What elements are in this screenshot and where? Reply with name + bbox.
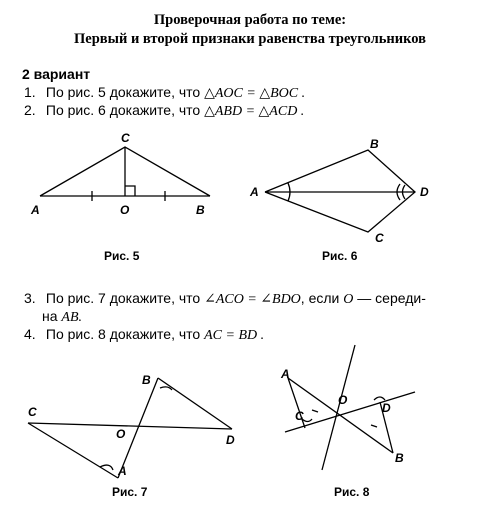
task-math: △AOC = △BOC . (204, 86, 306, 101)
task-math: AC = BD . (204, 328, 265, 343)
fig7-label-D: D (226, 433, 235, 447)
task-text: По рис. 7 докажите, что (45, 290, 201, 306)
figure-5 (40, 147, 210, 201)
task-text-4: на (42, 308, 58, 324)
fig7-label-A: A (118, 464, 127, 478)
page-title-line-1: Проверочная работа по теме: (153, 12, 347, 28)
task-number: 2. (24, 102, 36, 118)
fig7-label-C: C (28, 405, 37, 419)
task-number: 1. (24, 84, 36, 100)
fig5-label-B: B (196, 203, 205, 217)
fig7-line-CD (28, 423, 232, 429)
fig7-angle-arc-B (160, 387, 172, 390)
fig8-tick-2 (371, 425, 377, 427)
fig7-segment-CA (28, 423, 118, 478)
fig8-label-C: C (295, 409, 304, 423)
fig6-quadrilateral (265, 150, 415, 232)
fig6-label-B: B (370, 137, 379, 151)
fig6-caption: Рис. 6 (322, 249, 358, 263)
fig8-label-D: D (382, 401, 391, 415)
fig7-label-B: B (142, 373, 151, 387)
task-text: По рис. 5 докажите, что (45, 84, 201, 100)
fig8-tick-1 (312, 410, 318, 412)
fig8-line-CD (285, 392, 415, 432)
fig5-caption: Рис. 5 (104, 249, 140, 263)
fig8-label-A: A (281, 367, 290, 381)
task-number: 4. (24, 326, 36, 342)
fig6-label-A: A (250, 185, 259, 199)
page-title-line-2: Первый и второй признаки равенства треугольников (74, 31, 426, 47)
fig8-transversal (322, 345, 355, 470)
task-math-2: O (343, 292, 354, 307)
fig5-right-angle-mark (125, 186, 135, 196)
fig7-caption: Рис. 7 (112, 485, 148, 499)
fig5-label-O: O (120, 203, 130, 217)
fig6-label-C: C (375, 231, 384, 245)
fig5-label-A: A (31, 203, 40, 217)
figure-6 (265, 150, 415, 232)
task-text-2: , если (300, 290, 340, 306)
task-text: По рис. 8 докажите, что (45, 326, 201, 342)
task-text: По рис. 6 докажите, что (45, 102, 201, 118)
fig7-label-O: O (116, 427, 126, 441)
task-math: △ABD = △ACD . (204, 104, 305, 119)
fig8-label-B: B (395, 451, 404, 465)
figure-7 (28, 378, 232, 478)
task-math: ∠ACO = ∠BDO (204, 292, 301, 307)
fig6-label-D: D (420, 185, 429, 199)
fig8-angle-arc-D (374, 397, 385, 400)
fig5-label-C: C (121, 131, 130, 145)
task-math-3: AB. (61, 310, 83, 325)
task-text-3: — середи- (353, 290, 426, 306)
fig8-caption: Рис. 8 (334, 485, 370, 499)
fig8-label-O: O (338, 393, 348, 407)
task-number: 3. (24, 290, 36, 306)
variant-label: 2 вариант (22, 66, 91, 82)
fig7-segment-BD (158, 378, 232, 429)
